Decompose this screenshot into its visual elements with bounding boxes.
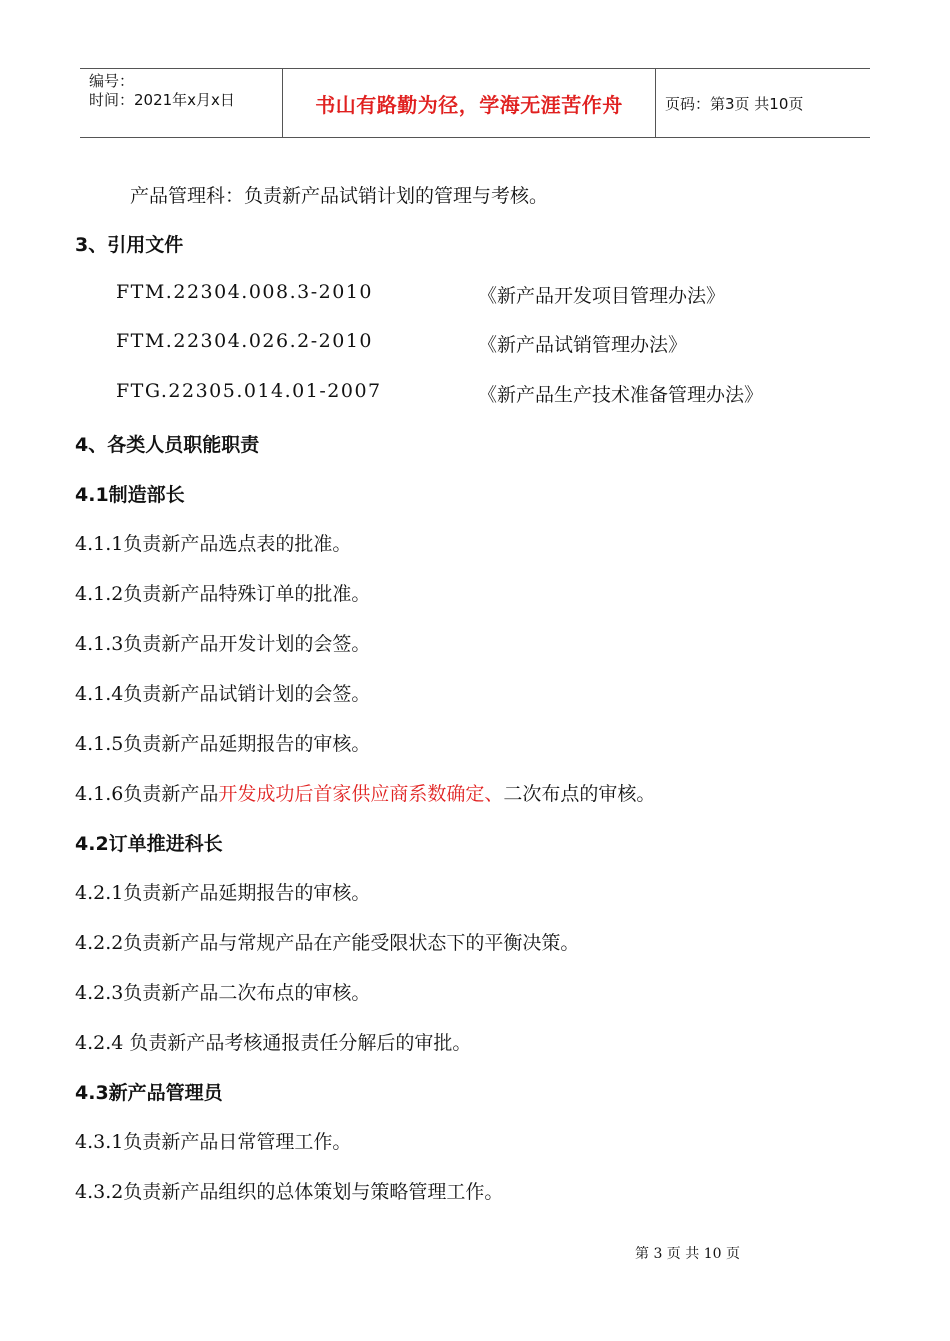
section-4-2-title: 4.2订单推进科长 xyxy=(75,833,223,855)
list-item: 4.1.4负责新产品试销计划的会签。 xyxy=(75,683,371,705)
reference-title: 《新产品开发项目管理办法》 xyxy=(478,285,726,307)
section-4-title: 4、各类人员职能职责 xyxy=(75,434,260,456)
highlighted-text: 开发成功后首家供应商系数确定、 xyxy=(218,783,504,805)
section-4-3-title: 4.3新产品管理员 xyxy=(75,1082,223,1104)
list-item: 4.3.1负责新产品日常管理工作。 xyxy=(75,1131,352,1153)
item-suffix: 二次布点的审核。 xyxy=(503,783,656,805)
intro-paragraph: 产品管理科：负责新产品试销计划的管理与考核。 xyxy=(130,185,549,207)
list-item: 4.2.3负责新产品二次布点的审核。 xyxy=(75,982,371,1004)
item-prefix: 4.1.6负责新产品 xyxy=(75,783,219,805)
list-item: 4.3.2负责新产品组织的总体策划与策略管理工作。 xyxy=(75,1181,504,1203)
reference-code: FTM.22304.008.3-2010 xyxy=(116,281,373,303)
list-item: 4.2.2负责新产品与常规产品在产能受限状态下的平衡决策。 xyxy=(75,932,580,954)
list-item: 4.1.3负责新产品开发计划的会签。 xyxy=(75,633,371,655)
list-item: 4.1.2负责新产品特殊订单的批准。 xyxy=(75,583,371,605)
section-3-title: 3、引用文件 xyxy=(75,234,184,256)
reference-title: 《新产品试销管理办法》 xyxy=(478,334,688,356)
reference-code: FTG.22305.014.01-2007 xyxy=(116,380,382,402)
header-motto: 书山有路勤为径，学海无涯苦作舟 xyxy=(283,69,656,137)
list-item: 4.1.1负责新产品选点表的批准。 xyxy=(75,533,352,555)
page-footer: 第 3 页 共 10 页 xyxy=(635,1246,740,1262)
list-item: 4.2.1负责新产品延期报告的审核。 xyxy=(75,882,371,904)
reference-title: 《新产品生产技术准备管理办法》 xyxy=(478,384,764,406)
list-item: 4.2.4 负责新产品考核通报责任分解后的审批。 xyxy=(75,1032,472,1054)
header-meta xyxy=(80,69,283,137)
document-number-label: 编号： xyxy=(89,72,135,90)
document-header xyxy=(80,68,870,138)
header-page-info: 页码：第3页 共10页 xyxy=(665,94,804,113)
list-item xyxy=(75,779,655,806)
section-4-1-title: 4.1制造部长 xyxy=(75,484,185,506)
list-item: 4.1.5负责新产品延期报告的审核。 xyxy=(75,733,371,755)
document-date: 时间：2021年x月x日 xyxy=(89,91,235,109)
reference-code: FTM.22304.026.2-2010 xyxy=(116,330,373,352)
